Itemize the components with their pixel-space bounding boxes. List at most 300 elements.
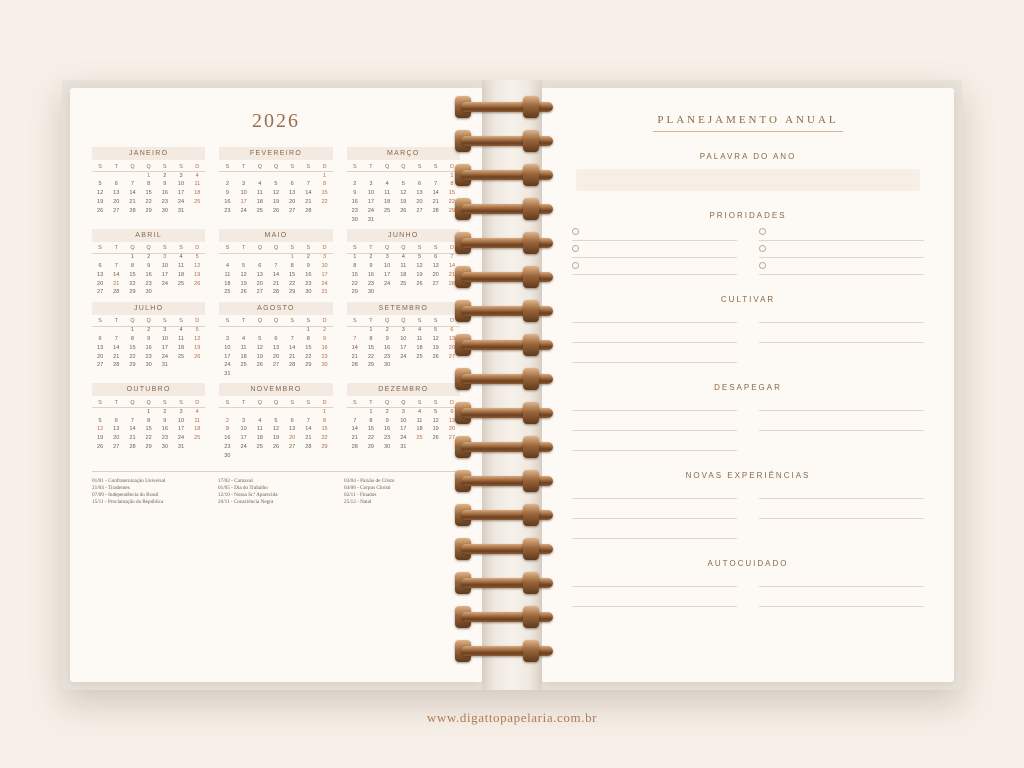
calendar-day[interactable]: 23 <box>224 444 231 450</box>
calendar-day[interactable]: 28 <box>289 362 296 369</box>
calendar-day[interactable]: 2 <box>353 181 357 188</box>
calendar-day[interactable]: 29 <box>448 207 455 214</box>
calendar-day[interactable]: 11 <box>256 426 263 433</box>
calendar-day[interactable]: 2 <box>225 181 229 188</box>
priority-row[interactable] <box>572 262 737 275</box>
calendar-day[interactable]: 17 <box>161 344 168 351</box>
calendar-day[interactable]: 12 <box>272 190 280 197</box>
calendar-day[interactable]: 4 <box>417 408 422 415</box>
calendar-day[interactable]: 29 <box>289 289 296 296</box>
calendar-day[interactable]: 8 <box>450 181 454 188</box>
calendar-day[interactable]: 20 <box>113 198 120 205</box>
calendar-day[interactable]: 20 <box>448 426 455 433</box>
calendar-day[interactable]: 19 <box>432 344 439 351</box>
calendar-day[interactable]: 22 <box>305 353 312 360</box>
calendar-day[interactable]: 29 <box>145 444 152 450</box>
priority-row[interactable] <box>572 245 737 258</box>
calendar-day[interactable]: 18 <box>416 344 423 351</box>
calendar-day[interactable]: 15 <box>129 344 136 351</box>
calendar-day[interactable]: 15 <box>145 190 152 197</box>
calendar-day[interactable]: 1 <box>369 327 373 334</box>
calendar-day[interactable]: 28 <box>305 444 312 450</box>
calendar-day[interactable]: 6 <box>434 254 438 261</box>
calendar-day[interactable] <box>428 362 444 371</box>
calendar-day[interactable]: 1 <box>450 172 454 179</box>
calendar-day[interactable] <box>92 253 108 262</box>
calendar-day[interactable]: 25 <box>177 280 185 287</box>
calendar-day[interactable]: 21 <box>289 353 296 360</box>
calendar-day[interactable] <box>379 216 395 225</box>
checkbox-circle-icon[interactable] <box>759 245 766 252</box>
calendar-day[interactable]: 11 <box>224 271 231 278</box>
calendar-day[interactable]: 19 <box>194 344 201 351</box>
calendar-day[interactable]: 14 <box>305 426 312 433</box>
calendar-day[interactable] <box>108 172 124 181</box>
calendar-day[interactable]: 26 <box>194 353 201 360</box>
calendar-day[interactable]: 29 <box>321 444 328 450</box>
calendar-day[interactable]: 15 <box>305 344 312 351</box>
calendar-day[interactable]: 27 <box>96 362 104 369</box>
calendar-day[interactable]: 22 <box>367 435 375 442</box>
calendar-day[interactable]: 28 <box>129 444 136 450</box>
calendar-day[interactable]: 27 <box>113 207 120 214</box>
calendar-day[interactable]: 13 <box>448 335 455 342</box>
calendar-day[interactable]: 30 <box>161 444 168 450</box>
calendar-day[interactable]: 14 <box>129 190 136 197</box>
calendar-day[interactable]: 25 <box>400 280 407 287</box>
calendar-day[interactable]: 10 <box>384 263 391 270</box>
calendar-day[interactable]: 28 <box>272 289 280 296</box>
calendar-day[interactable]: 17 <box>177 190 185 197</box>
calendar-day[interactable]: 27 <box>432 280 439 287</box>
calendar-day[interactable]: 27 <box>289 444 296 450</box>
write-in-line[interactable] <box>759 400 924 411</box>
calendar-day[interactable]: 26 <box>400 207 407 214</box>
calendar-day[interactable]: 22 <box>321 198 328 205</box>
write-in-line[interactable] <box>572 488 737 499</box>
calendar-day[interactable]: 4 <box>225 263 229 270</box>
write-in-line[interactable] <box>572 596 737 607</box>
calendar-day[interactable]: 3 <box>401 327 405 334</box>
calendar-day[interactable]: 16 <box>367 271 375 278</box>
calendar-day[interactable] <box>252 172 268 181</box>
calendar-day[interactable]: 6 <box>98 335 102 342</box>
calendar-day[interactable]: 9 <box>147 263 151 270</box>
calendar-day[interactable]: 3 <box>401 408 405 415</box>
calendar-day[interactable]: 22 <box>145 198 152 205</box>
calendar-day[interactable]: 10 <box>161 263 168 270</box>
calendar-day[interactable]: 30 <box>384 362 391 369</box>
calendar-day[interactable]: 27 <box>448 435 455 442</box>
calendar-day[interactable] <box>236 371 252 380</box>
calendar-day[interactable]: 16 <box>224 435 231 442</box>
calendar-day[interactable] <box>444 443 460 452</box>
calendar-day[interactable]: 27 <box>113 444 120 450</box>
calendar-day[interactable]: 2 <box>163 408 167 415</box>
calendar-day[interactable]: 18 <box>177 344 185 351</box>
calendar-day[interactable]: 5 <box>98 181 102 188</box>
calendar-day[interactable]: 23 <box>367 280 375 287</box>
calendar-day[interactable]: 28 <box>129 207 136 214</box>
calendar-day[interactable]: 2 <box>163 172 167 179</box>
calendar-day[interactable] <box>236 326 252 335</box>
calendar-day[interactable]: 20 <box>113 435 120 442</box>
checkbox-circle-icon[interactable] <box>759 262 766 269</box>
calendar-day[interactable]: 27 <box>256 289 263 296</box>
calendar-day[interactable]: 24 <box>367 207 375 214</box>
calendar-day[interactable]: 11 <box>384 190 391 197</box>
calendar-day[interactable]: 4 <box>179 327 183 334</box>
calendar-day[interactable]: 18 <box>384 198 391 205</box>
calendar-day[interactable]: 7 <box>306 181 310 188</box>
calendar-day[interactable] <box>252 253 268 262</box>
calendar-day[interactable]: 5 <box>401 181 405 188</box>
checkbox-circle-icon[interactable] <box>572 228 579 235</box>
calendar-day[interactable]: 30 <box>145 289 152 296</box>
checkbox-circle-icon[interactable] <box>572 262 579 269</box>
calendar-day[interactable]: 7 <box>306 417 310 424</box>
calendar-day[interactable]: 19 <box>256 353 263 360</box>
calendar-day[interactable]: 5 <box>417 254 422 261</box>
calendar-day[interactable]: 25 <box>416 435 423 442</box>
calendar-day[interactable]: 25 <box>224 289 231 296</box>
calendar-day[interactable] <box>189 443 205 452</box>
calendar-day[interactable]: 7 <box>130 417 135 424</box>
calendar-day[interactable]: 5 <box>274 181 278 188</box>
calendar-day[interactable] <box>236 408 252 417</box>
calendar-day[interactable]: 7 <box>130 181 135 188</box>
calendar-day[interactable]: 23 <box>321 353 328 360</box>
calendar-day[interactable]: 28 <box>351 362 358 369</box>
write-in-line[interactable] <box>759 576 924 587</box>
calendar-day[interactable]: 28 <box>113 362 120 369</box>
calendar-day[interactable] <box>395 172 411 181</box>
calendar-day[interactable] <box>300 371 316 380</box>
calendar-day[interactable]: 26 <box>432 435 439 442</box>
calendar-day[interactable]: 24 <box>224 362 231 369</box>
calendar-day[interactable]: 8 <box>147 417 151 424</box>
calendar-day[interactable] <box>379 172 395 181</box>
calendar-day[interactable]: 3 <box>163 327 167 334</box>
calendar-day[interactable]: 19 <box>400 198 407 205</box>
calendar-day[interactable] <box>252 326 268 335</box>
calendar-day[interactable]: 2 <box>369 254 373 261</box>
calendar-day[interactable]: 4 <box>179 254 183 261</box>
calendar-day[interactable]: 30 <box>351 216 358 223</box>
calendar-day[interactable]: 27 <box>272 362 280 369</box>
calendar-day[interactable]: 23 <box>161 435 168 442</box>
calendar-day[interactable]: 15 <box>321 426 328 433</box>
calendar-day[interactable]: 4 <box>258 181 262 188</box>
calendar-day[interactable]: 1 <box>322 172 327 179</box>
calendar-day[interactable] <box>428 443 444 452</box>
calendar-day[interactable]: 14 <box>448 263 455 270</box>
calendar-day[interactable]: 20 <box>96 280 104 287</box>
calendar-day[interactable]: 28 <box>351 444 358 450</box>
calendar-day[interactable]: 31 <box>177 444 185 450</box>
calendar-day[interactable] <box>219 172 235 181</box>
calendar-day[interactable]: 19 <box>96 435 104 442</box>
calendar-day[interactable]: 14 <box>351 426 358 433</box>
calendar-day[interactable] <box>219 253 235 262</box>
calendar-day[interactable]: 10 <box>400 417 407 424</box>
write-in-line[interactable] <box>572 312 737 323</box>
checkbox-circle-icon[interactable] <box>572 245 579 252</box>
calendar-day[interactable]: 25 <box>177 353 185 360</box>
calendar-day[interactable]: 10 <box>367 190 375 197</box>
calendar-day[interactable] <box>395 289 411 298</box>
calendar-day[interactable]: 19 <box>96 198 104 205</box>
calendar-day[interactable]: 12 <box>256 344 263 351</box>
calendar-day[interactable]: 25 <box>384 207 391 214</box>
calendar-day[interactable]: 6 <box>417 181 422 188</box>
calendar-day[interactable] <box>444 216 460 225</box>
calendar-day[interactable]: 30 <box>305 289 312 296</box>
calendar-day[interactable]: 4 <box>242 335 246 342</box>
calendar-day[interactable]: 15 <box>129 271 136 278</box>
calendar-day[interactable]: 18 <box>256 435 263 442</box>
calendar-day[interactable]: 10 <box>224 344 231 351</box>
calendar-day[interactable]: 7 <box>353 335 357 342</box>
calendar-day[interactable] <box>379 289 395 298</box>
calendar-day[interactable]: 2 <box>385 408 389 415</box>
calendar-day[interactable]: 11 <box>194 181 201 188</box>
calendar-day[interactable]: 2 <box>322 327 327 334</box>
calendar-day[interactable]: 10 <box>161 335 168 342</box>
calendar-day[interactable]: 6 <box>450 408 454 415</box>
calendar-day[interactable]: 13 <box>113 426 120 433</box>
calendar-day[interactable]: 29 <box>351 289 358 296</box>
calendar-day[interactable]: 16 <box>224 198 231 205</box>
calendar-day[interactable]: 27 <box>416 207 423 214</box>
calendar-day[interactable]: 24 <box>400 353 407 360</box>
calendar-day[interactable]: 22 <box>129 280 136 287</box>
calendar-day[interactable]: 3 <box>179 408 183 415</box>
calendar-day[interactable]: 3 <box>385 254 389 261</box>
calendar-day[interactable] <box>284 452 300 461</box>
calendar-day[interactable]: 2 <box>147 327 151 334</box>
calendar-day[interactable]: 10 <box>400 335 407 342</box>
calendar-day[interactable]: 17 <box>224 353 231 360</box>
write-in-line[interactable] <box>759 420 924 431</box>
calendar-day[interactable]: 22 <box>321 435 328 442</box>
calendar-day[interactable]: 13 <box>272 344 280 351</box>
write-in-line[interactable] <box>572 440 737 451</box>
calendar-day[interactable] <box>268 172 284 181</box>
calendar-day[interactable]: 16 <box>305 271 312 278</box>
calendar-day[interactable]: 13 <box>289 426 296 433</box>
write-in-line[interactable] <box>572 400 737 411</box>
calendar-day[interactable]: 20 <box>432 271 439 278</box>
calendar-day[interactable] <box>92 326 108 335</box>
calendar-day[interactable]: 5 <box>258 335 262 342</box>
calendar-day[interactable]: 12 <box>194 335 201 342</box>
calendar-day[interactable]: 22 <box>351 280 358 287</box>
calendar-day[interactable] <box>268 371 284 380</box>
calendar-day[interactable]: 8 <box>306 335 310 342</box>
write-in-line[interactable] <box>572 352 737 363</box>
calendar-day[interactable] <box>300 172 316 181</box>
calendar-day[interactable] <box>219 326 235 335</box>
calendar-day[interactable]: 17 <box>400 426 407 433</box>
calendar-day[interactable]: 21 <box>272 280 280 287</box>
calendar-day[interactable]: 26 <box>194 280 201 287</box>
calendar-day[interactable]: 20 <box>289 198 296 205</box>
calendar-day[interactable]: 2 <box>385 327 389 334</box>
calendar-day[interactable]: 25 <box>194 198 201 205</box>
calendar-day[interactable]: 20 <box>289 435 296 442</box>
calendar-day[interactable]: 13 <box>113 190 120 197</box>
calendar-day[interactable]: 4 <box>195 172 199 179</box>
calendar-day[interactable]: 24 <box>240 207 247 214</box>
calendar-day[interactable] <box>316 452 332 461</box>
calendar-day[interactable]: 10 <box>240 190 247 197</box>
write-in-line[interactable] <box>759 312 924 323</box>
calendar-day[interactable]: 21 <box>432 198 439 205</box>
calendar-day[interactable]: 6 <box>274 335 278 342</box>
calendar-day[interactable]: 20 <box>416 198 423 205</box>
calendar-day[interactable]: 5 <box>274 417 278 424</box>
calendar-day[interactable]: 31 <box>367 216 375 223</box>
calendar-day[interactable]: 15 <box>367 426 375 433</box>
calendar-day[interactable]: 21 <box>129 198 136 205</box>
calendar-day[interactable]: 1 <box>306 327 310 334</box>
calendar-day[interactable]: 4 <box>417 327 422 334</box>
calendar-day[interactable]: 26 <box>416 280 423 287</box>
calendar-day[interactable]: 18 <box>416 426 423 433</box>
calendar-day[interactable] <box>444 289 460 298</box>
calendar-day[interactable] <box>189 362 205 371</box>
calendar-day[interactable]: 5 <box>195 327 199 334</box>
calendar-day[interactable]: 13 <box>416 190 423 197</box>
calendar-day[interactable]: 16 <box>321 344 328 351</box>
calendar-day[interactable]: 24 <box>321 280 328 287</box>
calendar-day[interactable] <box>284 408 300 417</box>
calendar-day[interactable]: 27 <box>289 207 296 214</box>
calendar-day[interactable] <box>252 371 268 380</box>
calendar-day[interactable]: 16 <box>384 344 391 351</box>
calendar-day[interactable] <box>173 289 189 298</box>
calendar-day[interactable]: 8 <box>147 181 151 188</box>
calendar-day[interactable]: 11 <box>240 344 247 351</box>
calendar-day[interactable] <box>428 289 444 298</box>
calendar-day[interactable]: 17 <box>400 344 407 351</box>
calendar-day[interactable] <box>268 452 284 461</box>
calendar-day[interactable]: 15 <box>448 190 455 197</box>
calendar-day[interactable]: 1 <box>147 172 151 179</box>
calendar-day[interactable]: 19 <box>240 280 247 287</box>
calendar-day[interactable]: 29 <box>305 362 312 369</box>
calendar-day[interactable]: 4 <box>258 417 262 424</box>
calendar-day[interactable]: 19 <box>272 435 280 442</box>
calendar-day[interactable]: 30 <box>145 362 152 369</box>
calendar-day[interactable]: 1 <box>322 408 327 415</box>
calendar-day[interactable]: 11 <box>194 417 201 424</box>
word-of-year-input[interactable] <box>576 169 920 191</box>
calendar-day[interactable]: 12 <box>96 426 104 433</box>
calendar-day[interactable]: 6 <box>290 417 294 424</box>
calendar-day[interactable]: 31 <box>161 362 168 369</box>
calendar-day[interactable]: 29 <box>129 289 136 296</box>
calendar-day[interactable]: 26 <box>96 444 104 450</box>
calendar-day[interactable]: 9 <box>163 417 167 424</box>
calendar-day[interactable]: 1 <box>130 254 135 261</box>
calendar-day[interactable]: 13 <box>289 190 296 197</box>
calendar-day[interactable]: 19 <box>194 271 201 278</box>
calendar-day[interactable]: 10 <box>321 263 328 270</box>
calendar-day[interactable]: 3 <box>225 335 229 342</box>
calendar-day[interactable]: 28 <box>113 289 120 296</box>
calendar-day[interactable] <box>219 408 235 417</box>
priority-row[interactable] <box>759 228 924 241</box>
calendar-day[interactable]: 8 <box>353 263 357 270</box>
calendar-day[interactable]: 16 <box>161 426 168 433</box>
calendar-day[interactable]: 21 <box>351 353 358 360</box>
calendar-day[interactable]: 8 <box>369 417 373 424</box>
calendar-day[interactable]: 7 <box>353 417 357 424</box>
calendar-day[interactable]: 26 <box>272 444 280 450</box>
calendar-day[interactable]: 2 <box>306 254 310 261</box>
calendar-day[interactable]: 22 <box>289 280 296 287</box>
calendar-day[interactable]: 21 <box>305 435 312 442</box>
calendar-day[interactable]: 17 <box>384 271 391 278</box>
calendar-day[interactable]: 16 <box>161 190 168 197</box>
calendar-day[interactable]: 9 <box>306 263 310 270</box>
calendar-day[interactable]: 11 <box>256 190 263 197</box>
calendar-day[interactable]: 18 <box>177 271 185 278</box>
calendar-day[interactable] <box>347 408 363 417</box>
calendar-day[interactable]: 12 <box>240 271 247 278</box>
calendar-day[interactable]: 26 <box>96 207 104 214</box>
calendar-day[interactable]: 6 <box>450 327 454 334</box>
calendar-day[interactable]: 31 <box>400 444 407 450</box>
calendar-day[interactable]: 26 <box>256 362 263 369</box>
calendar-day[interactable]: 8 <box>369 335 373 342</box>
calendar-day[interactable]: 28 <box>448 280 455 287</box>
write-in-line[interactable] <box>572 576 737 587</box>
calendar-day[interactable]: 4 <box>385 181 389 188</box>
calendar-day[interactable]: 6 <box>290 181 294 188</box>
calendar-day[interactable] <box>173 362 189 371</box>
calendar-day[interactable]: 6 <box>98 263 102 270</box>
calendar-day[interactable]: 25 <box>194 435 201 442</box>
calendar-day[interactable] <box>236 172 252 181</box>
write-in-line[interactable] <box>759 488 924 499</box>
calendar-day[interactable]: 14 <box>129 426 136 433</box>
calendar-day[interactable] <box>411 172 427 181</box>
calendar-day[interactable]: 20 <box>96 353 104 360</box>
calendar-day[interactable]: 31 <box>224 371 231 378</box>
calendar-day[interactable]: 3 <box>242 417 246 424</box>
calendar-day[interactable]: 21 <box>305 198 312 205</box>
calendar-day[interactable]: 24 <box>384 280 391 287</box>
calendar-day[interactable]: 23 <box>145 280 152 287</box>
calendar-day[interactable] <box>252 408 268 417</box>
calendar-day[interactable]: 1 <box>353 254 357 261</box>
calendar-day[interactable] <box>157 289 173 298</box>
calendar-day[interactable]: 21 <box>129 435 136 442</box>
calendar-day[interactable] <box>124 172 140 181</box>
calendar-day[interactable] <box>108 326 124 335</box>
calendar-day[interactable] <box>316 371 332 380</box>
calendar-day[interactable]: 14 <box>432 190 439 197</box>
priority-row[interactable] <box>572 228 737 241</box>
calendar-day[interactable]: 1 <box>290 254 294 261</box>
calendar-day[interactable]: 24 <box>161 353 168 360</box>
calendar-day[interactable]: 18 <box>194 190 201 197</box>
calendar-day[interactable] <box>395 216 411 225</box>
calendar-day[interactable]: 8 <box>322 417 327 424</box>
